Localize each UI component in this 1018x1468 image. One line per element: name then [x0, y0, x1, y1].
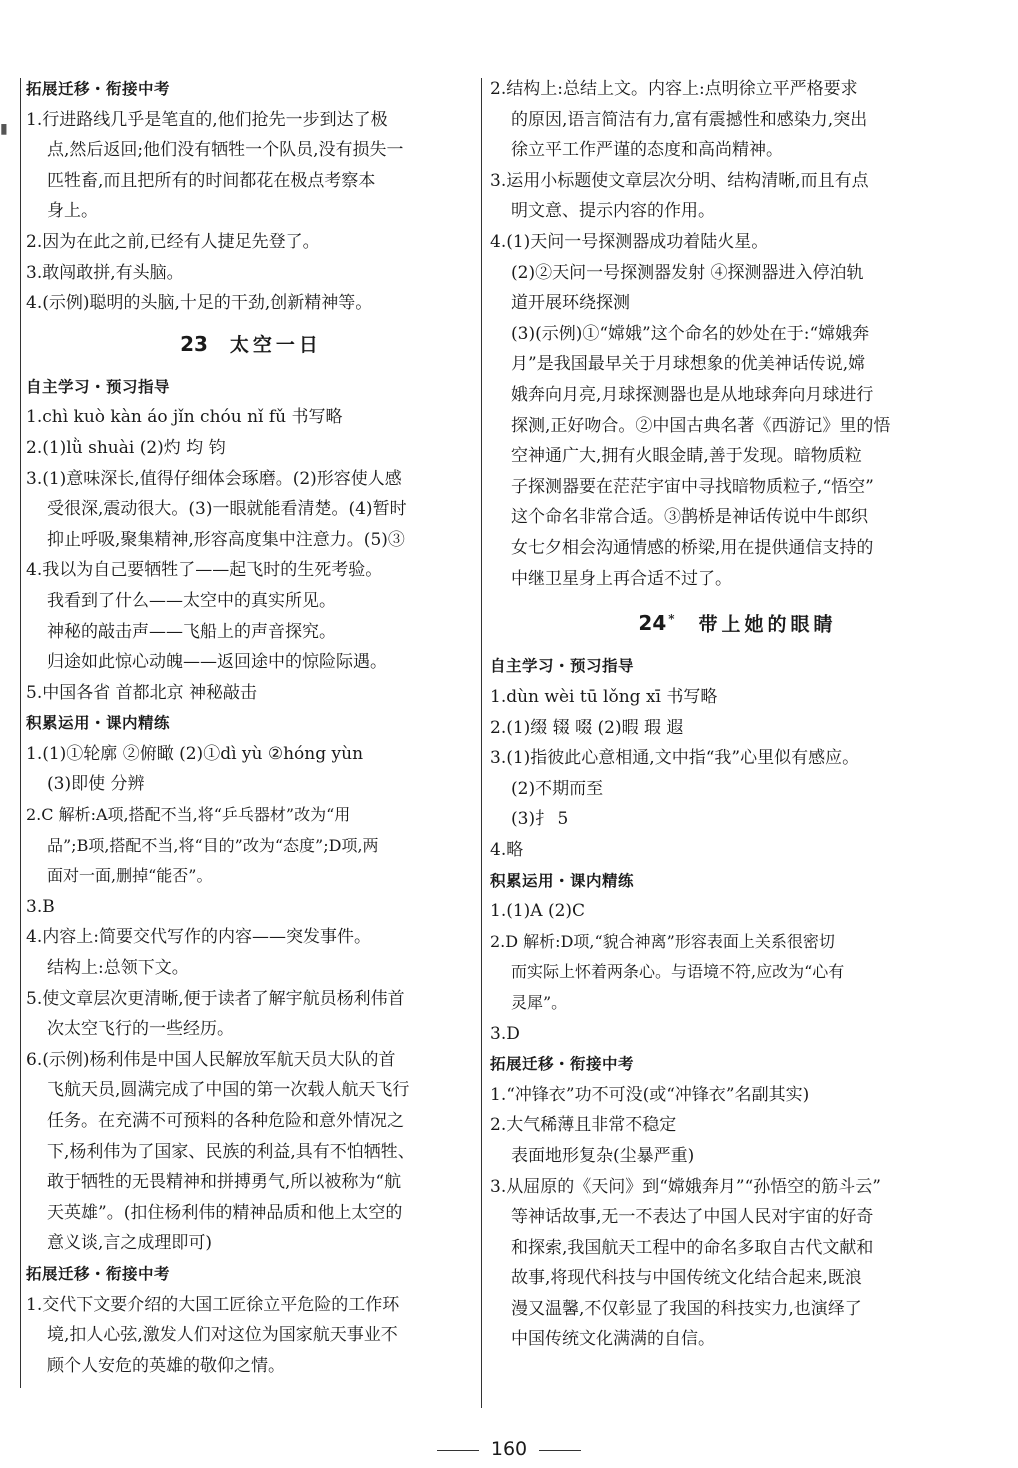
answer-list [26, 1290, 476, 1382]
section-heading: 积累运用・课内精练 [26, 714, 171, 733]
answer-item-line: 3.敢闯敢拼,有头脑。 [26, 262, 184, 283]
answer-continuation-line: 探测,正好吻合。②中国古典名著《西游记》里的悟 [511, 415, 891, 436]
answer-item-line: 5.中国各省 首都北京 神秘敲击 [26, 682, 258, 703]
answer-item-line: 1.dùn wèi tū lǒng xī 书写略 [490, 687, 718, 708]
chapter-name: 太空一日 [229, 333, 322, 356]
section-heading: 积累运用・课内精练 [490, 871, 635, 890]
answer-continuation-line: 受很深,震动很大。(3)一眼就能看清楚。(4)暂时 [47, 499, 407, 520]
answer-continuation-line: 月”是我国最早关于月球想象的优美神话传说,嫦 [511, 354, 866, 375]
answer-item-line: 5.使文章层次更清晰,便于读者了解宇航员杨利伟首 [26, 988, 405, 1009]
section-heading: 拓展迁移・衔接中考 [26, 80, 171, 98]
answer-head: 2.C 解析: [26, 805, 96, 825]
analysis-line: 面对一面,删掉“能否”。 [47, 866, 213, 886]
answer-continuation-line: 中国传统文化满满的自信。 [511, 1329, 715, 1350]
answer-item-line: 2.(1)缀 辍 啜 (2)暇 瑕 遐 [490, 717, 684, 738]
chapter-name: 带上她的眼睛 [698, 613, 837, 636]
answer-continuation-line: 敢于牺牲的无畏精神和拼搏勇气,所以被称为“航 [47, 1172, 402, 1193]
answer-continuation-line: (3)(示例)①“嫦娥”这个命名的妙处在于:“嫦娥奔 [511, 323, 870, 344]
answer-list [490, 682, 985, 866]
answer-item-line: 1.(1)①轮廓 ②俯瞰 (2)①dì yù ②hóng yùn [26, 743, 364, 764]
answer-continuation-line: 我看到了什么——太空中的真实所见。 [47, 590, 336, 611]
answer-analysis-line [26, 800, 476, 831]
answer-continuation-line: 次太空飞行的一些经历。 [47, 1019, 234, 1040]
section-heading: 自主学习・预习指导 [490, 657, 635, 676]
answer-list [26, 402, 476, 708]
answer-list [26, 105, 476, 319]
answer-continuation-line: 道开展环绕探测 [511, 293, 630, 314]
analysis-text: A项,搭配不当,将“乒乓器材”改为“用 [96, 805, 351, 825]
answer-continuation-line: 明文意、提示内容的作用。 [511, 201, 715, 222]
analysis-text: D项,“貌合神离”形容表面上关系很密切 [560, 931, 835, 951]
answer-list [490, 896, 985, 927]
answer-continuation-line: 娥奔向月亮,月球探测器也是从地球奔向月球进行 [511, 384, 874, 405]
answer-item-line: 1.交代下文要介绍的大国工匠徐立平危险的工作环 [26, 1294, 400, 1315]
chapter-title-23 [26, 329, 476, 360]
analysis-line: 灵犀”。 [511, 992, 568, 1012]
answer-continuation-line: 意义谈,言之成理即可) [47, 1233, 213, 1254]
answer-continuation-line: 点,然后返回;他们没有牺牲一个队员,没有损失一 [47, 140, 404, 161]
answer-continuation-line: 飞航天员,圆满完成了中国的第一次载人航天飞行 [47, 1080, 410, 1101]
left-column [26, 74, 476, 1381]
answer-continuation-line: 下,杨利伟为了国家、民族的利益,具有不怕牺牲、 [47, 1141, 415, 1162]
analysis-line: 品”;B项,搭配不当,将“目的”改为“态度”;D项,两 [47, 835, 379, 855]
answer-item-line: 4.我以为自己要牺牲了——起飞时的生死考验。 [26, 560, 383, 581]
answer-item-line: 3.(1)意味深长,值得仔细体会琢磨。(2)形容使人感 [26, 468, 402, 489]
answer-continuation-line: 顾个人安危的英雄的敬仰之情。 [47, 1355, 285, 1376]
answer-continuation-line: 抑止呼吸,聚集精神,形容高度集中注意力。(5)③ [47, 529, 405, 550]
answer-continuation-line: 女七夕相会沟通情感的桥梁,用在提供通信支持的 [511, 537, 874, 558]
answer-item-line: 1.chì kuò kàn áo jǐn chóu nǐ fǔ 书写略 [26, 407, 343, 428]
left-margin-rule [20, 78, 21, 1388]
answer-continuation-line: 等神话故事,无一不表达了中国人民对宇宙的好奇 [511, 1207, 874, 1228]
answer-analysis-line [490, 927, 985, 958]
answer-continuation-line: 归途如此惊心动魄——返回途中的惊险际遇。 [47, 652, 387, 673]
chapter-title-24 [490, 604, 985, 639]
footer-rule-right [539, 1450, 581, 1451]
answer-item-line: 3.D [490, 1023, 520, 1044]
answer-item-line: 3.从屈原的《天问》到“嫦娥奔月”“孙悟空的筋斗云” [490, 1176, 881, 1197]
answer-continuation-line: 这个命名非常合适。③鹊桥是神话传说中牛郎织 [511, 507, 868, 528]
answer-continuation-line: 天英雄”。(扣住杨利伟的精神品质和他上太空的 [47, 1202, 403, 1223]
answer-item-line: 4.略 [490, 839, 524, 860]
answer-item-line: 4.内容上:简要交代写作的内容——突发事件。 [26, 927, 371, 948]
chapter-star: * [668, 612, 679, 627]
answer-list [490, 1080, 985, 1355]
page-number: 160 [490, 1438, 528, 1460]
footer-rule-left [437, 1450, 479, 1451]
answer-continuation-line: 的原因,语言简洁有力,富有震撼性和感染力,突出 [511, 109, 868, 130]
answer-item-line: 4.(1)天问一号探测器成功着陆火星。 [490, 231, 769, 252]
right-column [490, 74, 985, 1355]
column-divider [481, 78, 482, 1408]
answer-continuation-line: (3)即使 分辨 [47, 774, 145, 795]
answer-list [26, 739, 476, 800]
answer-item-line: 6.(示例)杨利伟是中国人民解放军航天员大队的首 [26, 1049, 396, 1070]
chapter-number: 24 [638, 611, 667, 636]
answer-item-line: 2.结构上:总结上文。内容上:点明徐立平严格要求 [490, 79, 858, 99]
answer-continuation-line: 徐立平工作严谨的态度和高尚精神。 [511, 140, 783, 161]
answer-continuation-line: (2)不期而至 [511, 778, 604, 799]
section-heading: 自主学习・预习指导 [26, 377, 171, 396]
chapter-number: 23 [180, 331, 208, 356]
left-edge-fragment: ▮ [0, 121, 8, 137]
answer-continuation-line: 匹牲畜,而且把所有的时间都花在极点考察本 [47, 170, 376, 191]
answer-list [26, 892, 476, 1259]
answer-item-line: 3.B [26, 896, 55, 917]
answer-continuation-line: 表面地形复杂(尘暴严重) [511, 1145, 695, 1166]
answer-item-line: 2.因为在此之前,已经有人捷足先登了。 [26, 231, 320, 252]
answer-item-line: 2.(1)lǜ shuài (2)灼 均 钧 [26, 437, 226, 458]
answer-item-line: 1.(1)A (2)C [490, 901, 586, 922]
answer-list [490, 1019, 985, 1050]
answer-continuation-line: 漫又温馨,不仅彰显了我国的科技实力,也演绎了 [511, 1298, 862, 1319]
answer-head: 2.D 解析: [490, 931, 561, 951]
answer-item-line: 3.(1)指彼此心意相通,文中指“我”心里似有感应。 [490, 748, 860, 769]
answer-continuation-line: 故事,将现代科技与中国传统文化结合起来,既浪 [511, 1268, 862, 1289]
analysis-line: 而实际上怀着两条心。与语境不符,应改为“心有 [511, 962, 845, 982]
answer-continuation-line: 和探索,我国航天工程中的命名多取自古代文献和 [511, 1237, 874, 1258]
answer-continuation-line: (2)②天问一号探测器发射 ④探测器进入停泊轨 [511, 262, 864, 283]
answer-continuation-line: 境,扣人心弦,激发人们对这位为国家航天事业不 [47, 1325, 398, 1346]
answer-item-line: 1.行进路线几乎是笔直的,他们抢先一步到达了极 [26, 109, 388, 130]
answer-item-line: 1.“冲锋衣”功不可没(或“冲锋衣”名副其实) [490, 1084, 810, 1105]
answer-item-line: 4.(示例)聪明的头脑,十足的干劲,创新精神等。 [26, 293, 373, 314]
answer-item-line: 2.大气稀薄且非常不稳定 [490, 1115, 677, 1136]
answer-continuation-line: 子探测器要在茫茫宇宙中寻找暗物质粒子,“悟空” [511, 476, 874, 497]
section-heading: 拓展迁移・衔接中考 [490, 1055, 635, 1074]
answer-continuation-line: 空神通广大,拥有火眼金睛,善于发现。暗物质粒 [511, 446, 862, 467]
answer-continuation-line: 任务。在充满不可预料的各种危险和意外情况之 [47, 1111, 404, 1131]
page-footer [0, 1438, 1018, 1460]
answer-list [490, 74, 985, 594]
answer-continuation-line: 身上。 [47, 201, 98, 222]
answer-continuation-line: (3)扌 5 [511, 809, 569, 830]
answer-item-line: 3.运用小标题使文章层次分明、结构清晰,而且有点 [490, 170, 869, 191]
answer-continuation-line: 中继卫星身上再合适不过了。 [511, 568, 732, 589]
answer-continuation-line: 结构上:总领下文。 [47, 958, 189, 979]
section-heading: 拓展迁移・衔接中考 [26, 1264, 171, 1283]
answer-continuation-line: 神秘的敲击声——飞船上的声音探究。 [47, 621, 336, 642]
